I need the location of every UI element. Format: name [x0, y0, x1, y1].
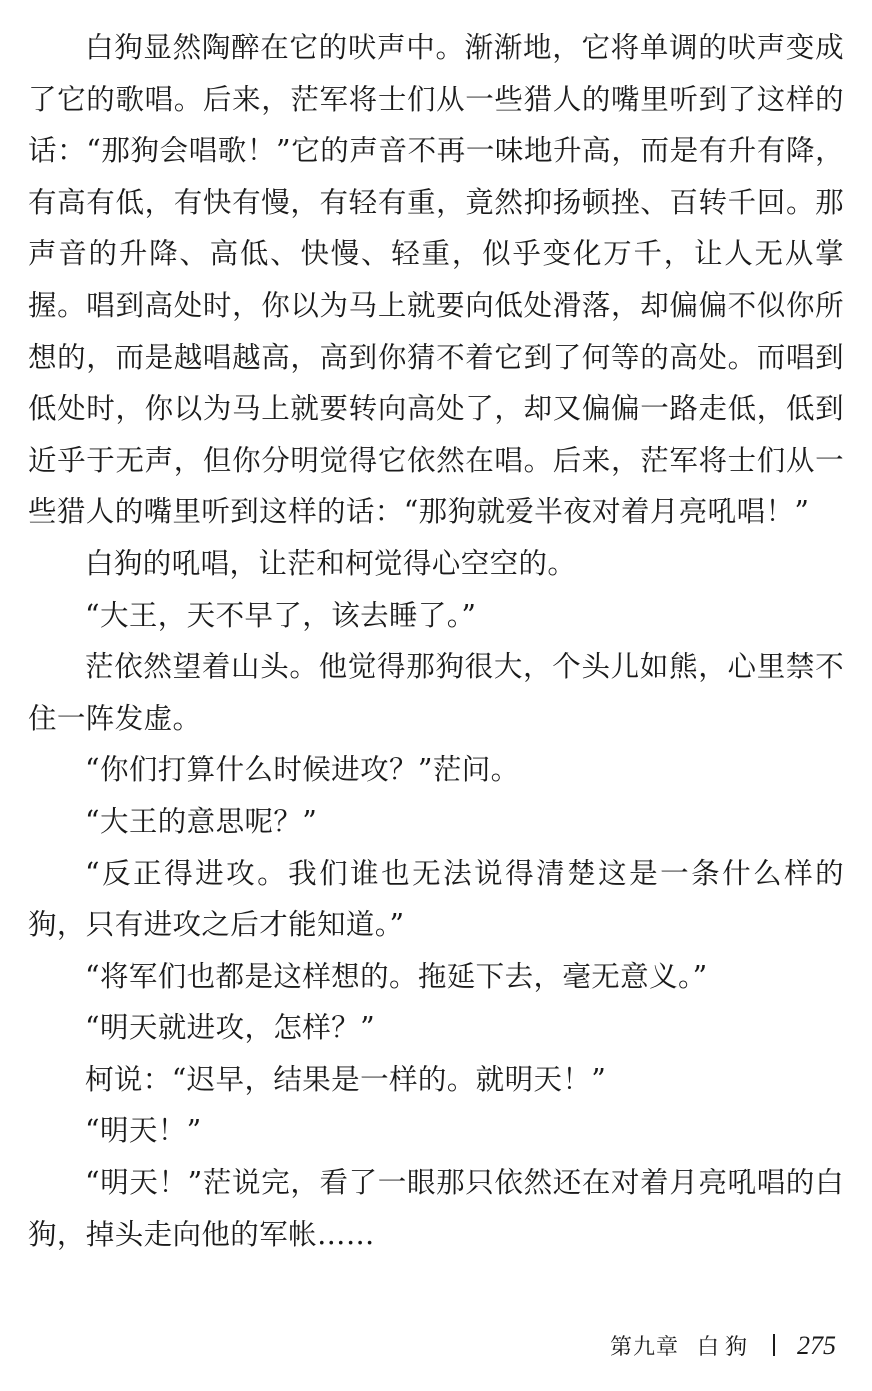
paragraph: 茫依然望着山头。他觉得那狗很大，个头儿如熊，心里禁不住一阵发虚。	[28, 650, 844, 735]
paragraph: 白狗的吼唱，让茫和柯觉得心空空的。	[85, 546, 577, 580]
paragraph: “反正得进攻。我们谁也无法说得清楚这是一条什么样的狗，只有进攻之后才能知道。”	[28, 856, 844, 942]
paragraph: “明天！”	[85, 1114, 202, 1148]
paragraph: “大王，天不早了，该去睡了。”	[85, 598, 477, 632]
page-number: 275	[797, 1331, 836, 1360]
paragraph: “明天就进攻，怎样？”	[85, 1011, 376, 1045]
paragraph: “将军们也都是这样想的。拖延下去，毫无意义。”	[85, 959, 708, 993]
paragraph: 柯说：“迟早，结果是一样的。就明天！”	[85, 1062, 607, 1096]
paragraph: “你们打算什么时候进攻？”茫问。	[85, 753, 520, 787]
footer-divider	[773, 1334, 775, 1356]
paragraph: 白狗显然陶醉在它的吠声中。渐渐地，它将单调的吠声变成了它的歌唱。后来，茫军将士们从一些猎人的嘴里听到了这样的话：“那狗会唱歌！”它的声音不再一味地升高，而是有升有降，有高有低，有快有慢，有轻有重，竟然抑扬顿挫、百转千回。那声音的升降、高低、快慢、轻重，似乎变化万千，让人无从掌握。唱到高处时，你以为马上就要向低处滑落，却偏偏不似你所想的，而是越唱越高，高到你猜不着它到了何等的高处。而唱到低处时，你以为马上就要转向高处了，却又偏偏一路走低，低到近乎于无声，但你分明觉得它依然在唱。后来，茫军将士们从一些猎人的嘴里听到这样的话：“那狗就爱半夜对着月亮吼唱！”	[28, 31, 844, 529]
section-label: 白狗	[696, 1335, 753, 1360]
paragraph: “大王的意思呢？”	[85, 804, 318, 838]
paragraph: “明天！”茫说完，看了一眼那只依然还在对着月亮吼唱的白狗，掉头走向他的军帐……	[28, 1166, 844, 1251]
text-body	[28, 22, 844, 1260]
page-footer	[610, 1330, 836, 1370]
chapter-label: 第九章	[609, 1335, 679, 1360]
